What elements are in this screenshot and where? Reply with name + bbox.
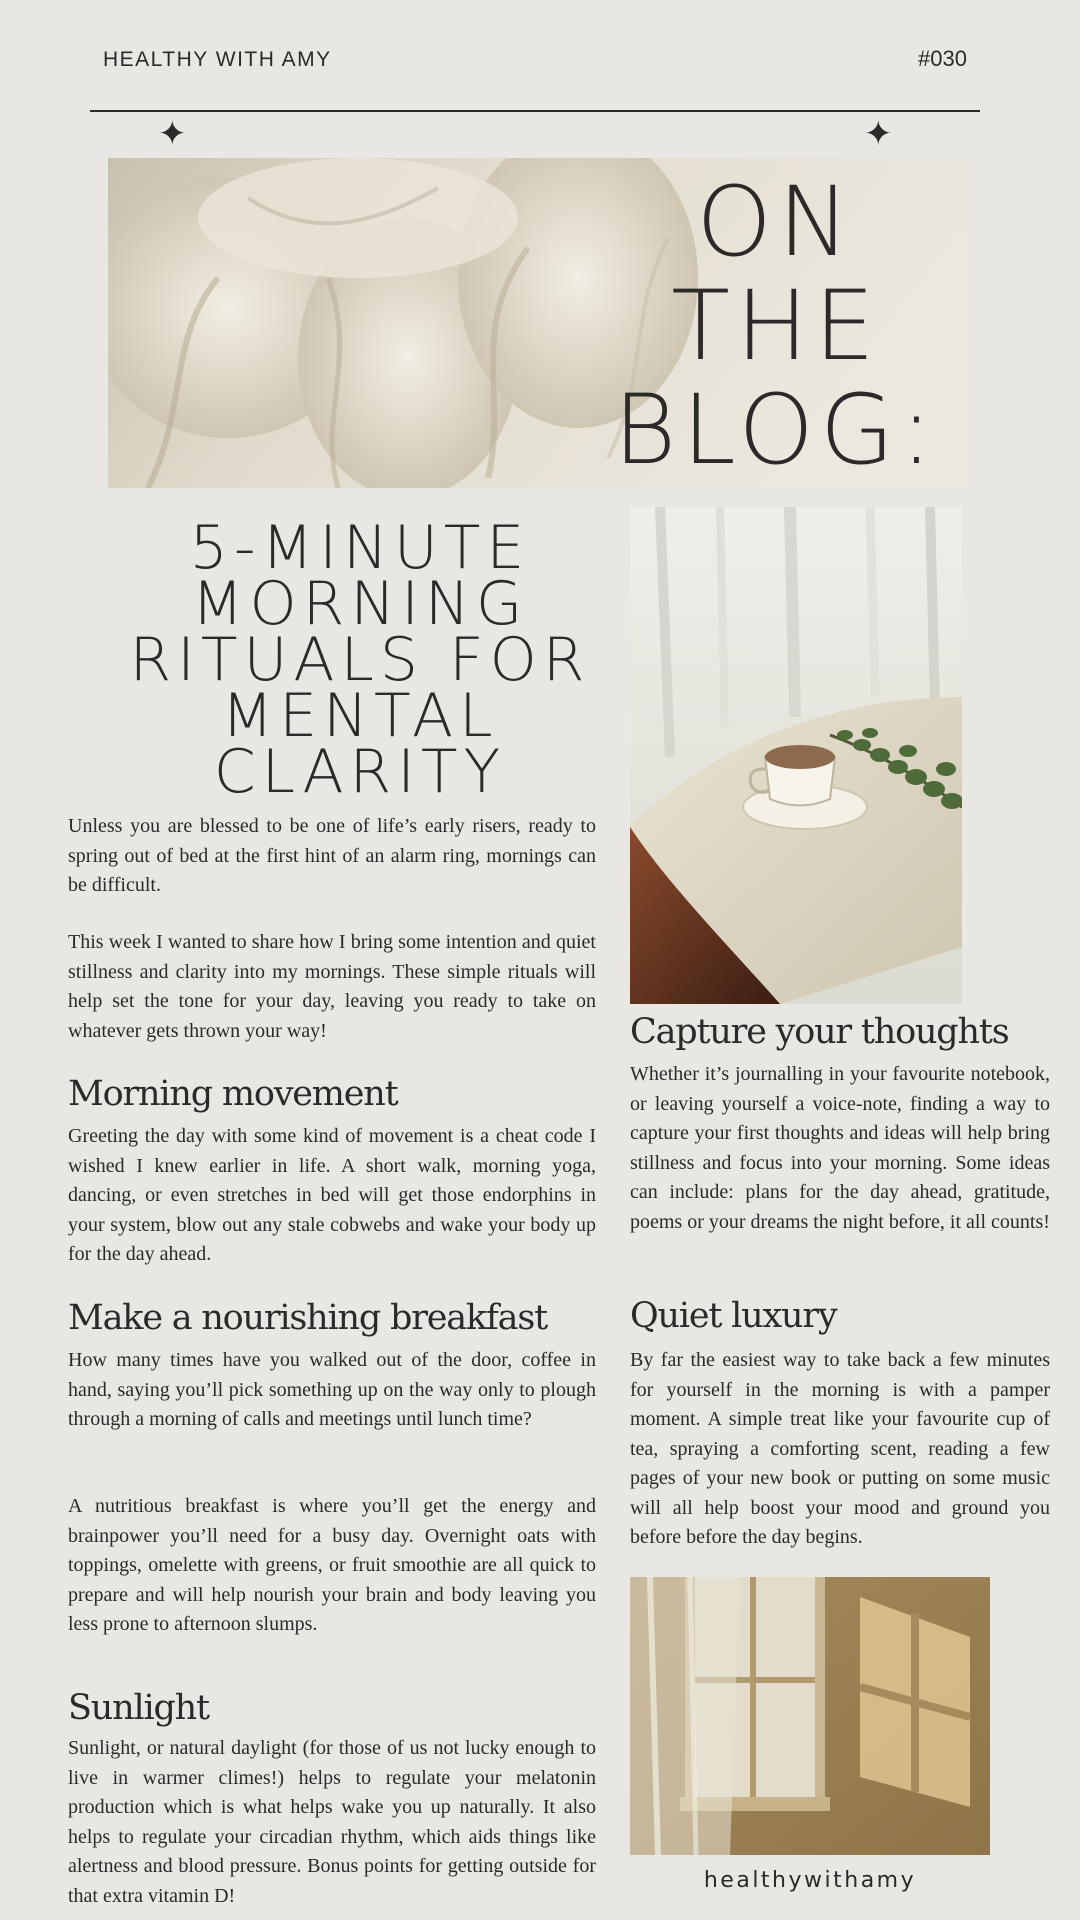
- hero-title-line: BLOG:: [613, 374, 939, 486]
- section-body-breakfast: How many times have you walked out of the door, coffee in hand, saying you’ll pick something up on the way only to plough through a morning of calls and meetings until lunch time?: [68, 1349, 596, 1430]
- coffee-cup-photo: [630, 507, 962, 1004]
- brand-name: HEALTHY WITH AMY: [103, 48, 332, 71]
- section-body-movement: Greeting the day with some kind of movement is a cheat code I wished I knew earlier in life. A short walk, morning yoga, dancing, or even stretches in bed will get those endorphins in your system, blow out any stale cobwebs and wake your body up for the day ahead.: [68, 1125, 596, 1265]
- sparkle-icon: ✦: [158, 114, 187, 154]
- hero-title-line: THE: [671, 270, 881, 382]
- article-title-line: 5-MINUTE: [189, 513, 531, 583]
- article-title-line: MENTAL: [221, 681, 499, 751]
- hero-banner: [108, 158, 966, 488]
- intro-paragraph: This week I wanted to share how I bring some intention and quiet stillness and clarity into my mornings. These simple rituals will help set the tone for your day, leaving you ready to take on whatever gets thrown your way!: [68, 931, 596, 1042]
- section-body-breakfast: A nutritious breakfast is where you’ll get the energy and brainpower you’ll need for a busy day. Overnight oats with toppings, omelette with greens, or fruit smoothie are all quick to prepare and will help nourish your brain and body leaving you less prone to afternoon slumps.: [68, 1495, 596, 1635]
- article-title-line: RITUALS FOR: [129, 625, 591, 695]
- article-title: [110, 513, 610, 807]
- intro-paragraph: Unless you are blessed to be one of life’s early risers, ready to spring out of bed at the first hint of an alarm ring, mornings can be difficult.: [68, 815, 596, 896]
- hero-title: [596, 166, 956, 486]
- section-body-thoughts: Whether it’s journalling in your favourite notebook, or leaving yourself a voice-note, finding a way to capture your first thoughts and ideas will help bring stillness and focus into your morning. Some ideas can include: plans for the day ahead, gratitude, poems or your dreams the night before, it all counts!: [630, 1063, 1050, 1233]
- article-title-line: MORNING: [191, 569, 529, 639]
- section-heading-luxury: Quiet luxury: [630, 1296, 837, 1336]
- issue-number: #030: [918, 46, 967, 71]
- footer-handle: healthywithamy: [703, 1868, 917, 1893]
- section-heading-breakfast: Make a nourishing breakfast: [68, 1298, 547, 1338]
- sparkle-icon: ✦: [864, 114, 893, 154]
- window-sunlight-photo: [630, 1577, 990, 1855]
- header-divider: [90, 110, 980, 112]
- article-title-line: CLARITY: [213, 737, 507, 807]
- section-heading-movement: Morning movement: [68, 1074, 398, 1114]
- section-heading-sunlight: Sunlight: [68, 1688, 209, 1728]
- section-body-luxury: By far the easiest way to take back a few minutes for yourself in the morning is with a pamper moment. A simple treat like your favourite cup of tea, spraying a comforting scent, reading a few pages of your new book or putting on some music will all help boost your mood and ground you before before the day begins.: [630, 1349, 1050, 1548]
- section-heading-thoughts: Capture your thoughts: [630, 1012, 1009, 1052]
- section-body-sunlight: Sunlight, or natural daylight (for those of us not lucky enough to live in warmer climes!) helps to regulate your melatonin production which is what helps wake you up naturally. It also helps to regulate your circadian rhythm, which aids things like alertness and blood pressure. Bonus points for getting outside for that extra vitamin D!: [68, 1737, 596, 1907]
- hero-title-line: ON: [696, 166, 856, 278]
